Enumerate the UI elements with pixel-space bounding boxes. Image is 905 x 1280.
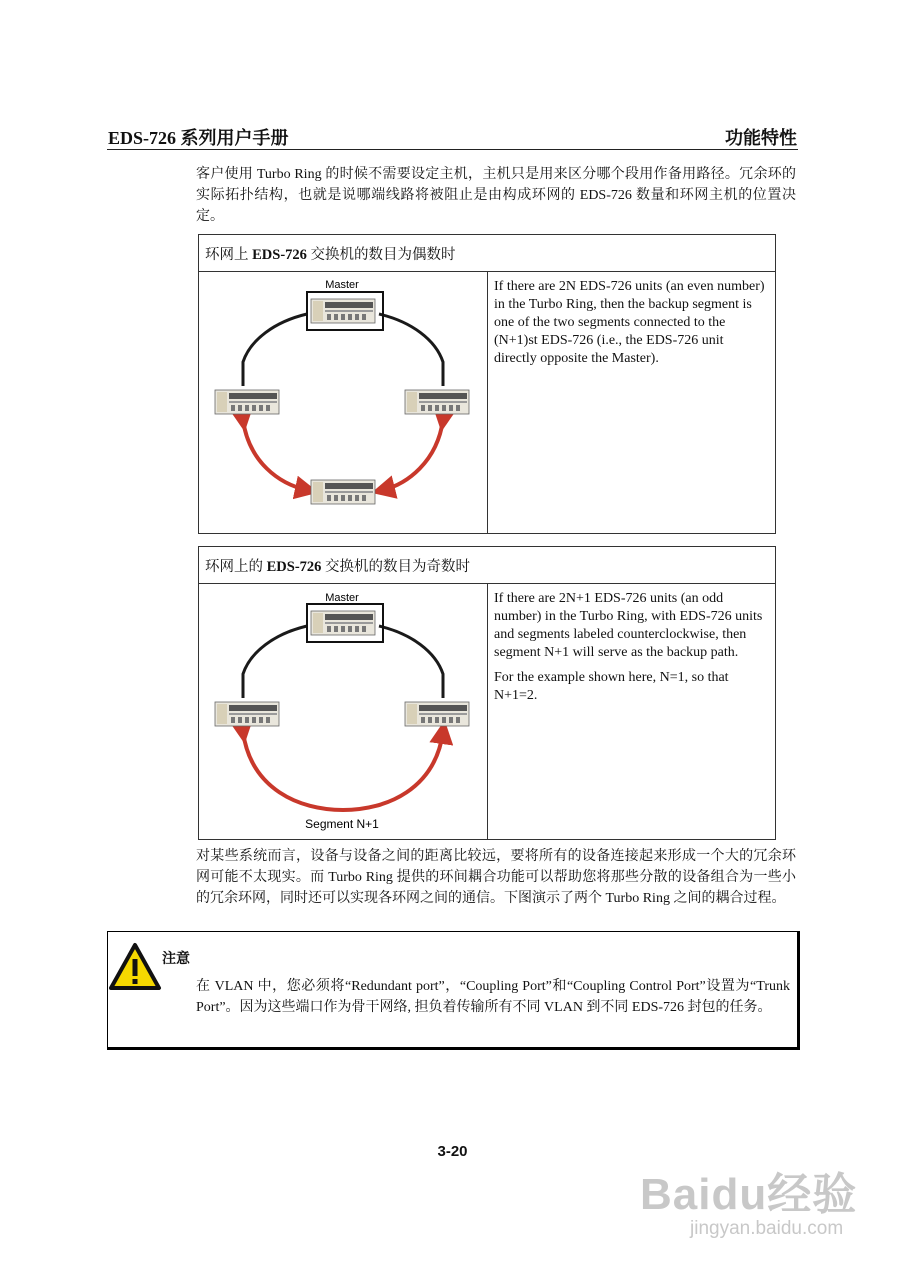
segment-n1-arrow — [243, 732, 443, 810]
odd-ring-figure — [199, 584, 488, 840]
switch-left-icon — [215, 702, 279, 726]
page-number: 3-20 — [437, 1143, 468, 1160]
header-section: 功能特性 — [725, 128, 797, 148]
odd-master-label: Master — [325, 592, 359, 604]
watermark-url: jingyan.baidu.com — [690, 1218, 844, 1239]
odd-ring-title: 环网上的 EDS-726 交换机的数目为奇数时 — [199, 547, 776, 584]
switch-right-icon — [405, 702, 469, 726]
intro-paragraph: 客户使用 Turbo Ring 的时候不需要设定主机，主机只是用来区分哪个段用作备用路径。冗余环的实际拓扑结构，也就是说哪端线路将被阻止是由构成环网的 EDS-726 数量和环网主机的位置决定。 — [196, 167, 796, 224]
odd-ring-table — [198, 546, 776, 840]
header-title: EDS-726 系列用户手册 — [108, 128, 289, 148]
even-master-label: Master — [325, 279, 359, 291]
switch-left-icon — [215, 390, 279, 414]
odd-ring-description: If there are 2N+1 EDS-726 units (an odd number) in the Turbo Ring, with EDS-726 units and segments labeled counterclockwise, then segment N+1 will serve as the backup path. For the example shown here, N=1, so that N+1=2. — [488, 584, 776, 840]
note-title: 注意 — [162, 952, 190, 967]
backup-arrow-left — [243, 420, 307, 490]
coupling-paragraph: 对某些系统而言，设备与设备之间的距离比较远，要将所有的设备连接起来形成一个大的冗余环网可能不太现实。而 Turbo Ring 提供的环间耦合功能可以帮助您将那些分散的设备组合为一些小的冗余环网，同时还可以实现各环网之间的通信。下图演示了两个 Turbo Ring 之间的耦合过程。 — [196, 849, 796, 906]
even-ring-figure — [199, 272, 488, 534]
backup-arrow-right — [383, 420, 443, 490]
note-text: 在 VLAN 中，您必须将“Redundant port”，“Coupling Port”和“Coupling Control Port”设置为“Trunk Port”。因为这些端口作为骨干网络, 担负着传输所有不同 VLAN 到不同 EDS-726 封包的任务。 — [196, 979, 790, 1015]
warning-icon — [108, 942, 162, 992]
ring-segment-right — [379, 314, 443, 386]
even-ring-table — [198, 234, 776, 534]
watermark-logo: Baidu经验 — [640, 1170, 858, 1219]
even-ring-diagram — [199, 272, 487, 528]
header-rule — [107, 149, 798, 150]
ring-segment-left — [243, 314, 307, 386]
odd-ring-diagram — [199, 584, 487, 834]
master-switch-icon — [311, 611, 375, 635]
even-ring-title: 环网上 EDS-726 交换机的数目为偶数时 — [199, 235, 776, 272]
master-switch-icon — [311, 299, 375, 323]
switch-bottom-icon — [311, 480, 375, 504]
ring-segment-right — [379, 626, 443, 698]
even-ring-description: If there are 2N EDS-726 units (an even number) in the Turbo Ring, then the backup segment is one of the two segments connected to the (N+1)st EDS-726 (i.e., the EDS-726 unit directly opposite the Master). — [488, 272, 776, 534]
segment-n1-label: Segment N+1 — [305, 817, 379, 831]
switch-right-icon — [405, 390, 469, 414]
ring-segment-left — [243, 626, 307, 698]
